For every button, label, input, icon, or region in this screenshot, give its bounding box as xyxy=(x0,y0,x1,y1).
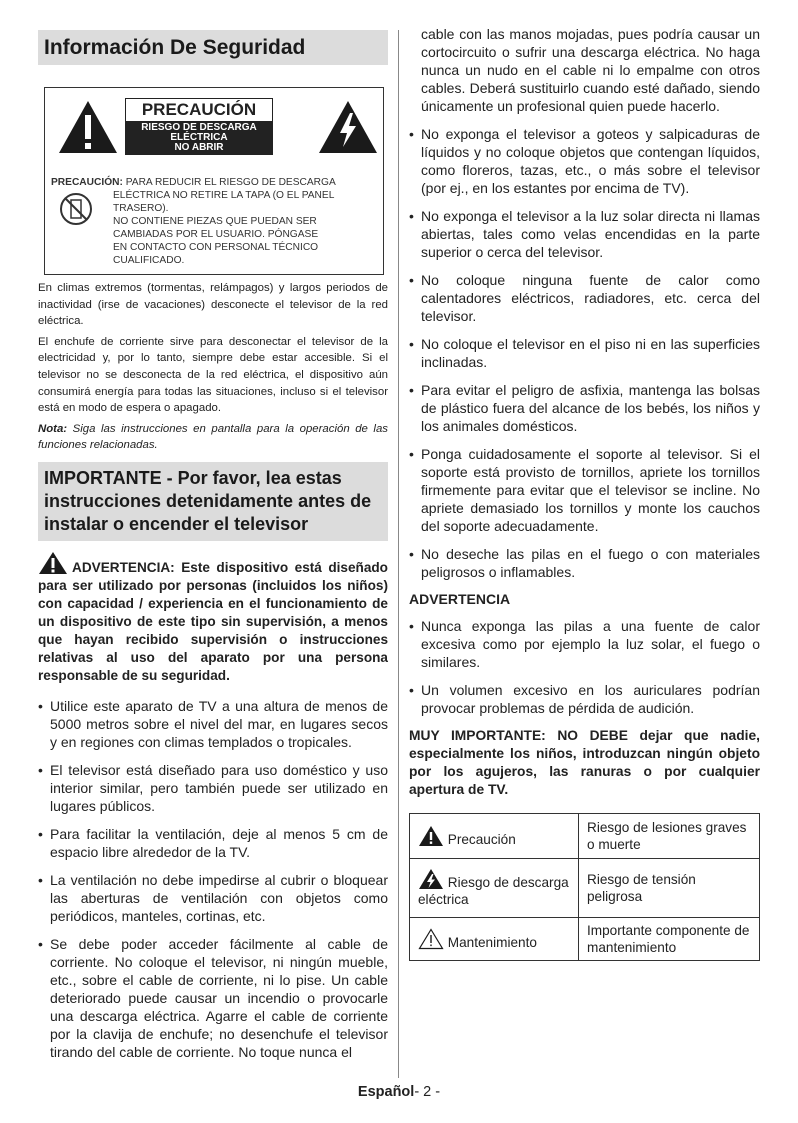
caution-label-box xyxy=(44,87,384,275)
caution-text-line: ELÉCTRICA NO RETIRE LA TAPA (O EL PANEL xyxy=(113,190,335,201)
caution-subtitle xyxy=(126,121,272,154)
list-item: • No coloque ninguna fuente de calor como calentadores eléctricos, radiadores, etc. cerca del televisor. xyxy=(409,271,760,325)
advertencia-list xyxy=(409,617,760,717)
table-cell xyxy=(410,918,579,961)
caution-text-line: EN CONTACTO CON PERSONAL TÉCNICO xyxy=(113,242,319,253)
table-row xyxy=(410,859,760,918)
shock-icon xyxy=(418,868,444,890)
intro-paragraph: En climas extremos (tormentas, relámpagos) y largos periodos de inactividad (irse de vacaciones) desconecte el televisor de la red eléctrica. xyxy=(38,282,388,328)
lightning-triangle-icon xyxy=(317,99,379,155)
caution-sub-line: NO ABRIR xyxy=(174,142,224,153)
list-item: • No exponga el televisor a la luz solar directa ni llamas abiertas, tales como velas encendidas en la parte superior o cerca del televisor. xyxy=(409,207,760,261)
symbol-label: Riesgo de descarga eléctrica xyxy=(418,875,569,907)
page-title: Información De Seguridad xyxy=(38,30,388,65)
note-text: Siga las instrucciones en pantalla para la operación de las funciones relacionadas. xyxy=(38,422,388,452)
list-item: • Se debe poder acceder fácilmente al cable de corriente. No coloque el televisor, ni ningún mueble, etc., sobre el cable de corriente, ni lo pise. Un cable deteriorado puede causar un incendio o provocarle una descarga eléctrica. Agarre el cable de corriente por la clavija de enchufe; no desenchufe el televisor tirando del cable de corriente. No toque nunca el xyxy=(38,935,388,1061)
left-column xyxy=(38,30,388,1071)
footer-language: Español xyxy=(357,1084,415,1100)
column-divider xyxy=(398,30,399,1078)
caution-text-label: PRECAUCIÓN: xyxy=(51,177,123,188)
precaution-icon xyxy=(418,825,444,847)
symbols-table xyxy=(409,813,760,961)
list-item: • Para evitar el peligro de asfixia, mantenga las bolsas de plástico fuera del alcance de los bebés, los niños y los animales domésticos. xyxy=(409,381,760,435)
continuation-text: cable con las manos mojadas, pues podría causar un cortocircuito o sufrir una descarga eléctrica. No haga nunca un nudo en el cable ni lo empalme con otros cables. Deberá sustituirlo cuando esté dañado, siendo únicamente un profesional quien puede hacerlo. xyxy=(421,26,760,114)
list-item-continuation xyxy=(409,25,760,115)
right-column xyxy=(409,25,760,961)
caution-sub-line: RIESGO DE DESCARGA xyxy=(141,122,257,133)
warning-icon xyxy=(38,551,68,575)
table-cell xyxy=(410,814,579,859)
symbol-label: Mantenimiento xyxy=(447,934,537,950)
note-label: Nota: xyxy=(38,422,68,435)
table-row xyxy=(410,918,760,961)
muy-importante-paragraph: MUY IMPORTANTE: NO DEBE dejar que nadie, especialmente los niños, introduzcan ningún objeto por los agujeros, las ranuras o por cualquier apertura de TV. xyxy=(409,728,760,797)
intro-text xyxy=(38,280,388,454)
list-item: • Nunca exponga las pilas a una fuente de calor excesiva como por ejemplo la luz solar, el fuego o similares. xyxy=(409,617,760,671)
intro-paragraph: El enchufe de corriente sirve para desconectar el televisor de la electricidad y, por lo tanto, siempre debe estar accesible. Si el televisor no se desconecta de la red eléctrica, el dispositivo aún consumirá energía para todas las situaciones, incluso si el televisor está en modo de espera o apagado. xyxy=(38,335,388,415)
right-bullet-list xyxy=(409,25,760,581)
warning-paragraph xyxy=(38,551,388,685)
caution-title: PRECAUCIÓN xyxy=(141,100,257,119)
table-cell: Riesgo de lesiones graves o muerte xyxy=(579,814,760,859)
list-item: • Utilice este aparato de TV a una altura de menos de 5000 metros sobre el nivel del mar, en lugares secos y en regiones con climas templados o tropicales. xyxy=(38,697,388,751)
table-cell: Riesgo de tensión peligrosa xyxy=(579,859,760,918)
important-heading: IMPORTANTE - Por favor, lea estas instrucciones detenidamente antes de instalar o encender el televisor xyxy=(38,462,388,541)
maintenance-icon xyxy=(418,928,444,950)
caution-text-line: NO CONTIENE PIEZAS QUE PUEDAN SER xyxy=(113,216,317,227)
page-footer xyxy=(0,1084,798,1100)
note-paragraph xyxy=(38,421,388,454)
caution-sub-line: ELÉCTRICA xyxy=(170,132,228,143)
caution-text-line: CUALIFICADO. xyxy=(113,255,185,266)
warning-triangle-icon xyxy=(57,99,119,155)
list-item: • No deseche las pilas en el fuego o con materiales peligrosos o inflamables. xyxy=(409,545,760,581)
table-cell: Importante componente de mantenimiento xyxy=(579,918,760,961)
caution-text-line: PARA REDUCIR EL RIESGO DE DESCARGA xyxy=(125,177,336,188)
list-item: • Para facilitar la ventilación, deje al menos 5 cm de espacio libre alrededor de la TV. xyxy=(38,825,388,861)
caution-header xyxy=(125,98,273,155)
advertencia-heading: ADVERTENCIA xyxy=(409,591,511,607)
caution-text-line: TRASERO). xyxy=(113,203,169,214)
list-item: • El televisor está diseñado para uso doméstico y uso interior similar, pero también puede ser utilizado en lugares públicos. xyxy=(38,761,388,815)
list-item: • No exponga el televisor a goteos y salpicaduras de líquidos y no coloque objetos que contengan líquidos, como floreros, tazas, etc., o más sobre el televisor (por ej., en los estantes por encima de TV). xyxy=(409,125,760,197)
list-item: • Un volumen excesivo en los auriculares podrían provocar problemas de pérdida de audición. xyxy=(409,681,760,717)
list-item: • Ponga cuidadosamente el soporte al televisor. Si el soporte está provisto de tornillos, apriete los tornillos firmemente para evitar que el televisor se incline. No apriete demasiado los tornillos y monte los cauchos del soporte adecuadamente. xyxy=(409,445,760,535)
caution-text-line: CAMBIADAS POR EL USUARIO. PÓNGASE xyxy=(113,229,319,240)
symbol-label: Precaución xyxy=(447,831,516,847)
caution-text xyxy=(51,176,387,267)
footer-page-number: - 2 - xyxy=(414,1084,441,1100)
table-cell xyxy=(410,859,579,918)
list-item: • La ventilación no debe impedirse al cubrir o bloquear las aberturas de ventilación con objetos como periódicos, manteles, cortinas, etc. xyxy=(38,871,388,925)
table-row xyxy=(410,814,760,859)
warning-text: ADVERTENCIA: Este dispositivo está diseñado para ser utilizado por personas (incluidos los niños) con capacidad / experiencia en el funcionamiento de un dispositivo de este tipo sin supervisión, a menos que hayan recibido supervisión o instrucciones relativas al uso del aparato por una persona responsable de su seguridad. xyxy=(38,559,388,683)
list-item: • No coloque el televisor en el piso ni en las superficies inclinadas. xyxy=(409,335,760,371)
left-bullet-list xyxy=(38,697,388,1061)
